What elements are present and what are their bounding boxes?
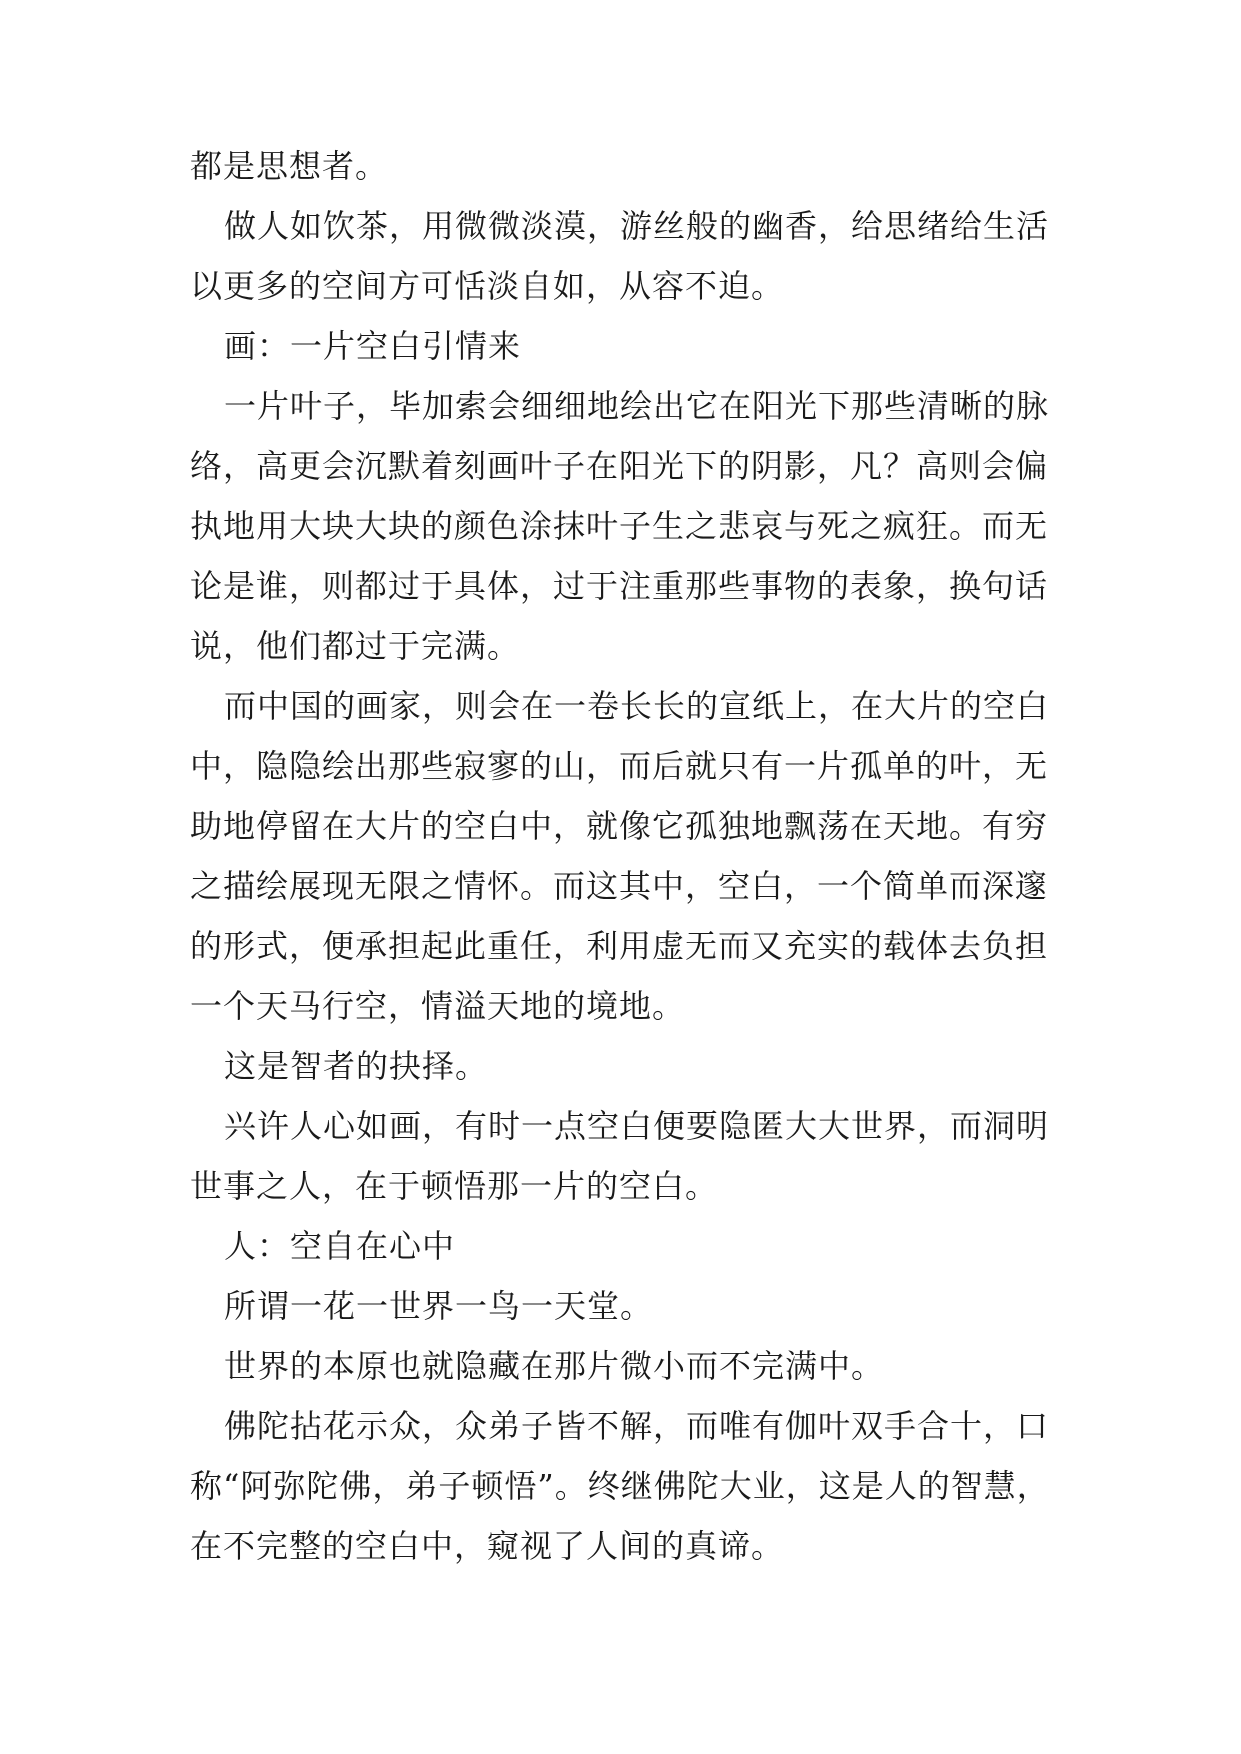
text-line: 而中国的画家，则会在一卷长长的宣纸上，在大片的空白 (224, 687, 1050, 725)
text-line: 称“阿弥陀佛，弟子顿悟”。终继佛陀大业，这是人的智慧， (190, 1467, 1050, 1505)
text-line: 说，他们都过于完满。 (190, 627, 521, 665)
text-line: 以更多的空间方可恬淡自如，从容不迫。 (190, 267, 785, 305)
text-line: 络，高更会沉默着刻画叶子在阳光下的阴影，凡？高则会偏 (190, 447, 1049, 485)
text-line: 一个天马行空，情溢天地的境地。 (190, 987, 686, 1025)
text-line: 所谓一花一世界一鸟一天堂。 (224, 1287, 654, 1325)
text-line: 助地停留在大片的空白中，就像它孤独地飘荡在天地。有穷 (190, 807, 1049, 845)
text-line: 佛陀拈花示众，众弟子皆不解，而唯有伽叶双手合十，口 (224, 1407, 1050, 1445)
text-line: 世事之人，在于顿悟那一片的空白。 (190, 1167, 719, 1205)
text-line: 论是谁，则都过于具体，过于注重那些事物的表象，换句话 (190, 567, 1049, 605)
text-line: 的形式，便承担起此重任，利用虚无而又充实的载体去负担 (190, 927, 1049, 965)
section-heading: 人：空自在心中 (224, 1227, 456, 1265)
text-line: 世界的本原也就隐藏在那片微小而不完满中。 (224, 1347, 885, 1385)
section-heading: 画：一片空白引情来 (224, 327, 522, 365)
text-line: 执地用大块大块的颜色涂抹叶子生之悲哀与死之疯狂。而无 (190, 507, 1049, 545)
text-line: 做人如饮茶，用微微淡漠，游丝般的幽香，给思绪给生活 (224, 207, 1050, 245)
text-line: 中，隐隐绘出那些寂寥的山，而后就只有一片孤单的叶，无 (190, 747, 1049, 785)
text-line: 一片叶子，毕加索会细细地绘出它在阳光下那些清晰的脉 (224, 387, 1050, 425)
text-line: 都是思想者。 (190, 147, 389, 185)
text-line: 在不完整的空白中，窥视了人间的真谛。 (190, 1527, 785, 1565)
text-line: 之描绘展现无限之情怀。而这其中，空白，一个简单而深邃 (190, 867, 1049, 905)
text-line: 兴许人心如画，有时一点空白便要隐匿大大世界，而洞明 (224, 1107, 1050, 1145)
text-line: 这是智者的抉择。 (224, 1047, 489, 1085)
